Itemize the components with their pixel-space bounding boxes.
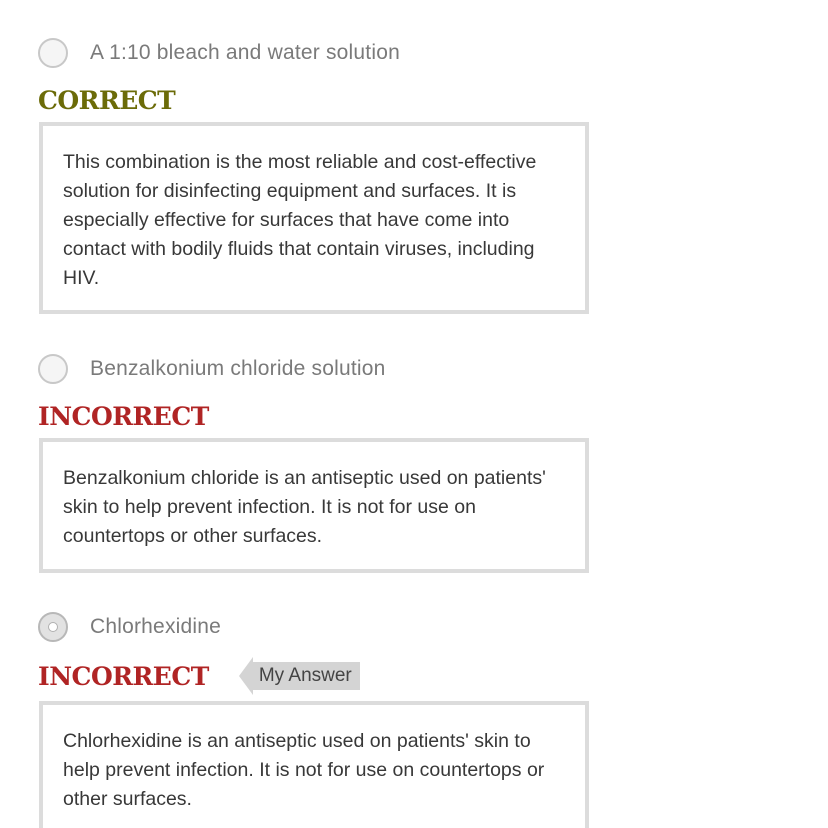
feedback-box-3 bbox=[39, 701, 589, 828]
option-label-3[interactable]: Chlorhexidine bbox=[90, 615, 222, 638]
feedback-text-2: Benzalkonium chloride is an antiseptic used on patients' skin to help prevent infection. It is not for use on countertops or other surfaces. bbox=[63, 467, 546, 547]
answer-option-1[interactable] bbox=[38, 36, 400, 70]
option-label-2[interactable]: Benzalkonium chloride solution bbox=[90, 357, 386, 380]
feedback-box-2 bbox=[39, 438, 589, 573]
radio-button-option-1[interactable] bbox=[38, 38, 68, 68]
feedback-text-1: This combination is the most reliable and cost-effective solution for disinfecting equipment and surfaces. It is especially effective for surfaces that have come into contact with bodily fluids that contain viruses, including HIV. bbox=[63, 151, 537, 289]
my-answer-label: My Answer bbox=[253, 662, 360, 690]
radio-button-option-2[interactable] bbox=[38, 354, 68, 384]
answer-option-3[interactable] bbox=[38, 610, 221, 644]
option-label-1[interactable]: A 1:10 bleach and water solution bbox=[90, 41, 400, 64]
feedback-text-3: Chlorhexidine is an antiseptic used on patients' skin to help prevent infection. It is not for use on countertops or other surfaces. bbox=[63, 730, 545, 810]
answer-option-2[interactable] bbox=[38, 352, 386, 386]
verdict-correct: CORRECT bbox=[38, 85, 176, 115]
feedback-box-1 bbox=[39, 122, 589, 314]
my-answer-tag bbox=[239, 662, 360, 690]
radio-button-option-3-selected[interactable] bbox=[38, 612, 68, 642]
arrow-left-icon bbox=[239, 657, 253, 695]
verdict-row-1 bbox=[38, 82, 175, 118]
verdict-row-3 bbox=[38, 658, 360, 694]
verdict-incorrect: INCORRECT bbox=[38, 401, 209, 431]
verdict-incorrect: INCORRECT bbox=[38, 661, 209, 691]
radio-selected-dot-icon bbox=[48, 622, 58, 632]
verdict-row-2 bbox=[38, 398, 209, 434]
